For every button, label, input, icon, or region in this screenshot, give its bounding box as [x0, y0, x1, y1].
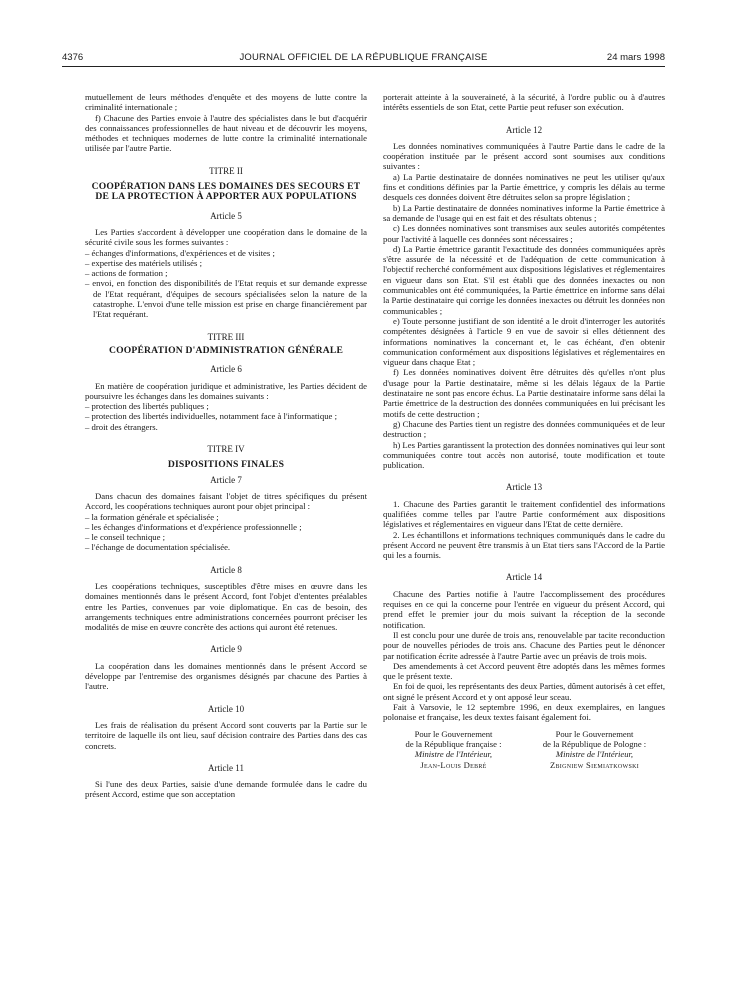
paragraph: En matière de coopération juridique et administrative, les Parties décident de poursuivre les échanges dans les domaines suivants :: [85, 380, 367, 401]
paragraph: Les coopérations techniques, susceptibles d'être mises en œuvre dans les domaines mentionnés dans le présent Accord, font l'objet d'ententes préalables entre les Parties, convenues par voie diplomatique. En cas de besoin, des arrangements techniques entre administrations concernées pourront préciser les modalités de mise en œuvre concrète des actions qui auront été retenues.: [85, 580, 367, 633]
left-column: [85, 92, 367, 800]
article-title: Article 5: [210, 210, 242, 221]
paragraph: 2. Les échantillons et informations techniques communiqués dans le cadre du présent Accord ne peuvent être transmis à un Etat tiers sans l'Accord de la Partie qui les a fournis.: [383, 529, 665, 561]
issue-date: 24 mars 1998: [606, 52, 665, 63]
signature-block: [383, 729, 665, 770]
paragraph: f) Chacune des Parties envoie à l'autre des spécialistes dans le but d'acquérir des connaissances professionnelles de haut niveau et de découvrir les moyens, méthodes et techniques modernes de lutte contre la criminalité internationale utilisée par l'autre Partie.: [85, 112, 367, 154]
list-item: b) La Partie destinataire de données nominatives informe la Partie émettrice à sa demande de l'usage qui en est fait et des résultats obtenus ;: [383, 202, 665, 223]
paragraph: Fait à Varsovie, le 12 septembre 1996, en deux exemplaires, en langues polonaise et française, les deux textes faisant également foi.: [383, 702, 665, 723]
list-item: – la formation générale et spécialisée ;: [85, 511, 219, 522]
paragraph: Des amendements à cet Accord peuvent être adoptés dans les mêmes formes que le présent texte.: [383, 660, 665, 682]
article-title: Article 7: [210, 474, 242, 485]
paragraph: Les Parties s'accordent à développer une coopération dans le domaine de la sécurité civile sous les formes suivantes :: [85, 226, 367, 248]
signatory-line: de la République de Pologne :: [542, 738, 647, 749]
list-item: d) La Partie émettrice garantit l'exactitude des données communiquées après s'être assurée de la nécessité et de l'adéquation de cette communication à l'objectif recherché conformément aux dispositions législatives et réglementaires en vigueur dans son Etat. S'il est établi que des données inexactes ou non communicables ont été communiquées, la Partie émettrice en informe sans délai la Partie destinataire qui corrige les données inexactes ou détruit les données non communicables ;: [383, 243, 665, 316]
titre-heading: DISPOSITIONS FINALES: [167, 459, 285, 471]
list-item: – protection des libertés individuelles, notamment face à l'informatique ;: [85, 411, 337, 422]
titre-heading: COOPÉRATION DANS LES DOMAINES DES SECOURS ET DE LA PROTECTION À APPORTER AUX POPULATIONS: [91, 181, 361, 203]
article-title: Article 10: [207, 703, 245, 714]
paragraph: En foi de quoi, les représentants des deux Parties, dûment autorisés à cet effet, ont signé le présent Accord et y ont apposé leur sceau.: [383, 681, 665, 702]
signatory-name: Jean-Louis Debré: [420, 759, 487, 770]
list-item: – le conseil technique ;: [85, 532, 166, 543]
list-item: g) Chacune des Parties tient un registre des données communiquées et de leur destruction ;: [383, 418, 665, 440]
titre-label: TITRE IV: [207, 444, 245, 455]
list-item: – l'échange de documentation spécialisée.: [85, 542, 231, 553]
titre-label: TITRE II: [209, 165, 243, 176]
signatory-name: Zbigniew Siemiatkowski: [549, 759, 640, 770]
article-title: Article 6: [210, 364, 242, 375]
list-item: – protection des libertés publiques ;: [85, 401, 209, 412]
signature-france: [383, 729, 524, 770]
signature-poland: [524, 729, 665, 770]
paragraph: Il est conclu pour une durée de trois ans, renouvelable par tacite reconduction pour de nouvelles périodes de trois ans. Chacune des Parties peut le dénoncer par notification écrite adressée à l'autre Partie avec un préavis de trois mois.: [383, 629, 665, 661]
article-title: Article 11: [208, 762, 244, 773]
list-item: h) Les Parties garantissent la protection des données nominatives qui leur sont communiquées contre tout accès non autorisé, toute modification et toute publication.: [383, 439, 665, 471]
paragraph: Chacune des Parties notifie à l'autre l'accomplissement des procédures requises en ce qui la concerne pour l'entrée en vigueur du présent Accord, qui prend effet le premier jour du mois suivant la réception de la seconde notification.: [383, 588, 665, 630]
signatory-line: Pour le Gouvernement: [414, 728, 493, 739]
page-header: [62, 52, 665, 66]
paragraph: Dans chacun des domaines faisant l'objet de titres spécifiques du présent Accord, les coopérations techniques auront pour objet principal :: [85, 490, 367, 512]
signatory-role: Ministre de l'Intérieur,: [414, 749, 493, 760]
right-column: [383, 92, 665, 770]
list-item: a) La Partie destinataire de données nominatives ne peut les utiliser qu'aux fins et conditions définies par la Partie émettrice, y compris les délais au terme desquels ces données doivent être détruites selon sa propre législation ;: [383, 171, 665, 203]
titre-label: TITRE III: [207, 331, 245, 342]
paragraph: 1. Chacune des Parties garantit le traitement confidentiel des informations qualifiées comme telles par l'autre Partie conformément aux dispositions législatives et réglementaires en vigueur dans l'Etat de cette dernière.: [383, 498, 665, 530]
paragraph: La coopération dans les domaines mentionnés dans le présent Accord se développe par l'entremise des organismes désignés par chacune des Parties à l'autre.: [85, 660, 367, 692]
paragraph: mutuellement de leurs méthodes d'enquête et des moyens de lutte contre la criminalité internationale ;: [85, 92, 367, 113]
list-item: – échanges d'informations, d'expériences et de visites ;: [85, 247, 275, 258]
article-title: Article 12: [505, 124, 543, 135]
paragraph: porterait atteinte à la souveraineté, à la sécurité, à l'ordre public ou à d'autres intérêts essentiels de son Etat, cette Partie peut refuser son exécution.: [383, 92, 665, 113]
list-item: – envoi, en fonction des disponibilités de l'Etat requis et sur demande expresse de l'Etat requérant, d'équipes de secours spécialisées selon la nature de la catastrophe. L'envoi d'une telle mission est prise en charge financièrement par l'Etat requérant.: [85, 278, 367, 320]
list-item: – actions de formation ;: [85, 268, 168, 279]
article-title: Article 9: [210, 644, 242, 655]
list-item: – les échanges d'informations et d'expérience professionnelle ;: [85, 521, 302, 532]
paragraph: Les données nominatives communiquées à l'autre Partie dans le cadre de la coopération instituée par le présent accord sont soumises aux conditions suivantes :: [383, 140, 665, 172]
signatory-role: Ministre de l'Intérieur,: [555, 749, 634, 760]
titre-heading: COOPÉRATION D'ADMINISTRATION GÉNÉRALE: [108, 344, 344, 356]
article-title: Article 8: [210, 564, 242, 575]
list-item: e) Toute personne justifiant de son identité a le droit d'interroger les autorités compétentes désignées à l'article 9 en vue de savoir si elles détiennent des informations nominatives la concernant et, le cas échéant, d'en obtenir communication conformément aux dispositions législatives et réglementaires en vigueur dans chaque Etat ;: [383, 315, 665, 368]
signatory-line: de la République française :: [405, 738, 502, 749]
page-number: 4376: [62, 52, 84, 63]
article-title: Article 14: [505, 572, 543, 583]
paragraph: Si l'une des deux Parties, saisie d'une demande formulée dans le cadre du présent Accord, estime que son acceptation: [85, 779, 367, 800]
paragraph: Les frais de réalisation du présent Accord sont couverts par la Partie sur le territoire de laquelle ils ont lieu, sauf décision contraire des Parties dans des cas concrets.: [85, 719, 367, 751]
list-item: c) Les données nominatives sont transmises aux seules autorités compétentes pour l'activité à laquelle ces données sont nécessaires ;: [383, 223, 665, 244]
list-item: f) Les données nominatives doivent être détruites dès qu'elles n'ont plus d'usage pour la Partie destinataire, même si les délais légaux de la Partie destinataire ne sont pas encore échus. La Partie destinataire informe sans délai la Partie émettrice de la destruction des données communiquées en lui précisant les motifs de cette destruction ;: [383, 367, 665, 419]
list-item: – droit des étrangers.: [85, 421, 158, 432]
journal-title: JOURNAL OFFICIEL DE LA RÉPUBLIQUE FRANÇAISE: [239, 52, 488, 63]
signatory-line: Pour le Gouvernement: [555, 728, 634, 739]
header-rule: [62, 66, 665, 67]
list-item: – expertise des matériels utilisés ;: [85, 257, 203, 268]
article-title: Article 13: [505, 482, 543, 493]
